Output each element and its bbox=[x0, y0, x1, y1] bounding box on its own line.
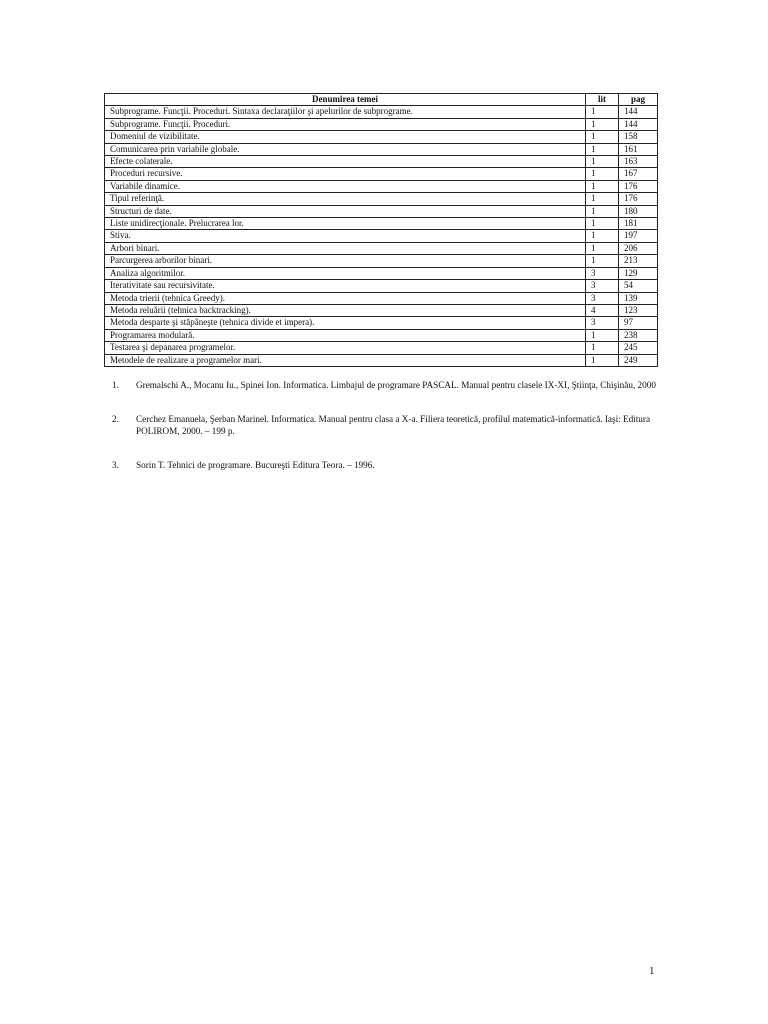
topic-cell: Metoda trierii (tehnica Greedy). bbox=[105, 292, 586, 304]
topic-cell: Comunicarea prin variabile globale. bbox=[105, 143, 586, 155]
table-row bbox=[105, 193, 658, 205]
table-row bbox=[105, 342, 658, 354]
topic-cell: Variabile dinamice. bbox=[105, 180, 586, 192]
pag-cell: 213 bbox=[619, 255, 658, 267]
lit-cell: 1 bbox=[586, 205, 619, 217]
topic-cell: Arbori binari. bbox=[105, 242, 586, 254]
lit-cell: 4 bbox=[586, 304, 619, 316]
lit-cell: 3 bbox=[586, 280, 619, 292]
pag-cell: 158 bbox=[619, 131, 658, 143]
pag-cell: 206 bbox=[619, 242, 658, 254]
pag-cell: 176 bbox=[619, 180, 658, 192]
topic-cell: Liste unidirecţionale. Prelucrarea lor. bbox=[105, 218, 586, 230]
topics-table bbox=[104, 93, 658, 367]
lit-cell: 1 bbox=[586, 242, 619, 254]
table-row bbox=[105, 218, 658, 230]
table-row bbox=[105, 267, 658, 279]
references-list bbox=[112, 379, 672, 493]
topic-cell: Domeniul de vizibilitate. bbox=[105, 131, 586, 143]
table-row bbox=[105, 118, 658, 130]
pag-cell: 144 bbox=[619, 106, 658, 118]
topic-cell: Stiva. bbox=[105, 230, 586, 242]
reference-item bbox=[112, 413, 672, 437]
table-row bbox=[105, 255, 658, 267]
table-row bbox=[105, 242, 658, 254]
table-row bbox=[105, 143, 658, 155]
table-body bbox=[105, 106, 658, 367]
header-lit: lit bbox=[586, 94, 619, 106]
pag-cell: 54 bbox=[619, 280, 658, 292]
lit-cell: 1 bbox=[586, 329, 619, 341]
header-topic: Denumirea temei bbox=[105, 94, 586, 106]
topic-cell: Parcurgerea arborilor binari. bbox=[105, 255, 586, 267]
topic-cell: Programarea modulară. bbox=[105, 329, 586, 341]
table-row bbox=[105, 106, 658, 118]
reference-number: 3. bbox=[112, 460, 119, 470]
pag-cell: 144 bbox=[619, 118, 658, 130]
table-header-row bbox=[105, 94, 658, 106]
table-row bbox=[105, 304, 658, 316]
table-row bbox=[105, 205, 658, 217]
pag-cell: 123 bbox=[619, 304, 658, 316]
reference-text: Cerchez Emanuela, Şerban Marinel. Informatica. Manual pentru clasa a X-a. Filiera teoretică, profilul matematică-informatică. Iaşi: Editura POLIROM, 2000. – 199 p. bbox=[136, 414, 651, 436]
lit-cell: 1 bbox=[586, 342, 619, 354]
lit-cell: 1 bbox=[586, 255, 619, 267]
topic-cell: Efecte colaterale. bbox=[105, 156, 586, 168]
topic-cell: Metodele de realizare a programelor mari. bbox=[105, 354, 586, 366]
pag-cell: 161 bbox=[619, 143, 658, 155]
topic-cell: Tipul referinţă. bbox=[105, 193, 586, 205]
lit-cell: 1 bbox=[586, 354, 619, 366]
lit-cell: 3 bbox=[586, 317, 619, 329]
table-row bbox=[105, 280, 658, 292]
reference-text: Gremalschi A., Mocanu Iu., Spinei Ion. Informatica. Limbajul de programare PASCAL. Manual pentru clasele IX-XI, Ştiinţa, Chişinău, 2000 bbox=[136, 380, 656, 390]
pag-cell: 129 bbox=[619, 267, 658, 279]
lit-cell: 1 bbox=[586, 193, 619, 205]
pag-cell: 180 bbox=[619, 205, 658, 217]
reference-item bbox=[112, 379, 672, 391]
reference-number: 2. bbox=[112, 414, 119, 424]
pag-cell: 249 bbox=[619, 354, 658, 366]
lit-cell: 1 bbox=[586, 230, 619, 242]
topic-cell: Iterativitate sau recursivitate. bbox=[105, 280, 586, 292]
lit-cell: 1 bbox=[586, 143, 619, 155]
table-row bbox=[105, 156, 658, 168]
table-row bbox=[105, 131, 658, 143]
lit-cell: 3 bbox=[586, 292, 619, 304]
pag-cell: 197 bbox=[619, 230, 658, 242]
topic-cell: Subprograme. Funcţii. Proceduri. Sintaxa declaraţiilor şi apelurilor de subprograme. bbox=[105, 106, 586, 118]
table-row bbox=[105, 317, 658, 329]
lit-cell: 1 bbox=[586, 106, 619, 118]
page-number: 1 bbox=[649, 965, 655, 977]
table-row bbox=[105, 230, 658, 242]
reference-text: Sorin T. Tehnici de programare. Bucureşti Editura Teora. – 1996. bbox=[136, 460, 375, 470]
table-row bbox=[105, 354, 658, 366]
topic-cell: Proceduri recursive. bbox=[105, 168, 586, 180]
lit-cell: 1 bbox=[586, 131, 619, 143]
header-pag: pag bbox=[619, 94, 658, 106]
table-row bbox=[105, 168, 658, 180]
lit-cell: 1 bbox=[586, 218, 619, 230]
pag-cell: 245 bbox=[619, 342, 658, 354]
pag-cell: 176 bbox=[619, 193, 658, 205]
lit-cell: 1 bbox=[586, 180, 619, 192]
topic-cell: Analiza algoritmilor. bbox=[105, 267, 586, 279]
topic-cell: Testarea şi depanarea programelor. bbox=[105, 342, 586, 354]
table-row bbox=[105, 329, 658, 341]
lit-cell: 1 bbox=[586, 118, 619, 130]
topic-cell: Metoda desparte şi stăpâneşte (tehnica divide et impera). bbox=[105, 317, 586, 329]
pag-cell: 163 bbox=[619, 156, 658, 168]
lit-cell: 3 bbox=[586, 267, 619, 279]
pag-cell: 97 bbox=[619, 317, 658, 329]
pag-cell: 167 bbox=[619, 168, 658, 180]
lit-cell: 1 bbox=[586, 156, 619, 168]
pag-cell: 139 bbox=[619, 292, 658, 304]
pag-cell: 238 bbox=[619, 329, 658, 341]
pag-cell: 181 bbox=[619, 218, 658, 230]
reference-item bbox=[112, 459, 672, 471]
topic-cell: Subprograme. Funcţii. Proceduri. bbox=[105, 118, 586, 130]
topic-cell: Metoda reluării (tehnica backtracking). bbox=[105, 304, 586, 316]
table-row bbox=[105, 292, 658, 304]
reference-number: 1. bbox=[112, 380, 119, 390]
topic-cell: Structuri de date. bbox=[105, 205, 586, 217]
lit-cell: 1 bbox=[586, 168, 619, 180]
table-row bbox=[105, 180, 658, 192]
